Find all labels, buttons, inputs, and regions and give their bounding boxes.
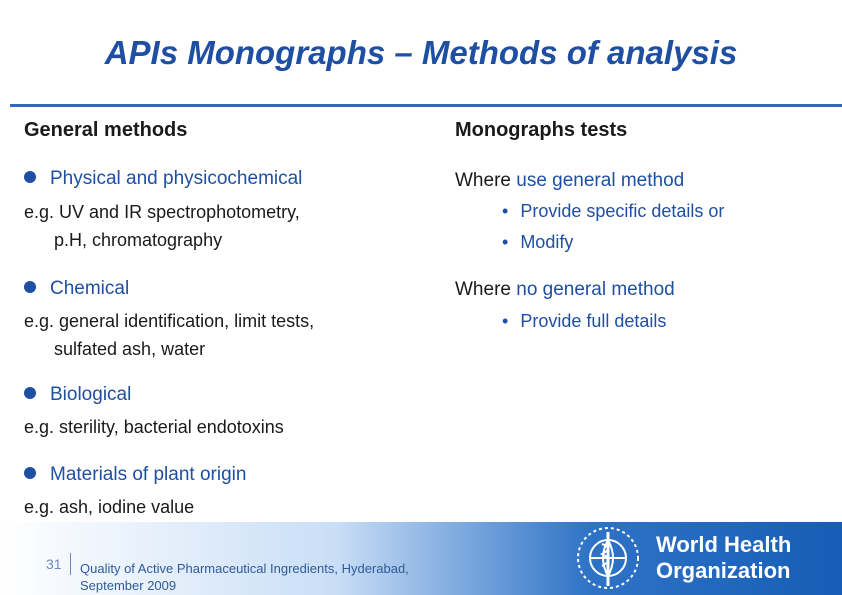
sub-bullet-specific-details: • Provide specific details or [502, 201, 725, 221]
footer-caption: Quality of Active Pharmaceutical Ingredients, Hyderabad, September 2009 [80, 561, 409, 593]
page-number: 31 [46, 556, 62, 572]
bullet-dot-icon [24, 281, 36, 293]
bullet-icon: • [502, 201, 509, 221]
list-item-chemical: Chemical [24, 278, 129, 300]
bullet-dot-icon [24, 171, 36, 183]
example-physical: e.g. UV and IR spectrophotometry, p.H, chromatography [24, 202, 300, 250]
footer-separator [70, 553, 71, 575]
slide-title: APIs Monographs – Methods of analysis [104, 34, 738, 71]
sub-bullet-full-details: • Provide full details [502, 311, 667, 331]
general-methods-heading: General methods [24, 119, 188, 141]
bullet-dot-icon [24, 467, 36, 479]
example-chemical: e.g. general identification, limit tests, sulfated ash, water [24, 311, 315, 359]
bullet-icon: • [502, 311, 509, 331]
list-item-biological: Biological [24, 384, 131, 406]
bullet-icon: • [502, 232, 509, 252]
sub-bullet-modify: • Modify [502, 232, 574, 252]
list-item-physical: Physical and physicochemical [24, 168, 302, 190]
list-item-plant-origin: Materials of plant origin [24, 464, 246, 486]
who-wordmark: World Health Organization [656, 532, 792, 583]
example-plant-origin: e.g. ash, iodine value [24, 497, 195, 517]
where-use-general-method: Where use general method [455, 170, 685, 191]
where-no-general-method: Where no general method [455, 279, 675, 300]
title-divider [10, 104, 842, 107]
example-biological: e.g. sterility, bacterial endotoxins [24, 417, 284, 437]
bullet-dot-icon [24, 387, 36, 399]
monographs-tests-heading: Monographs tests [455, 119, 628, 141]
